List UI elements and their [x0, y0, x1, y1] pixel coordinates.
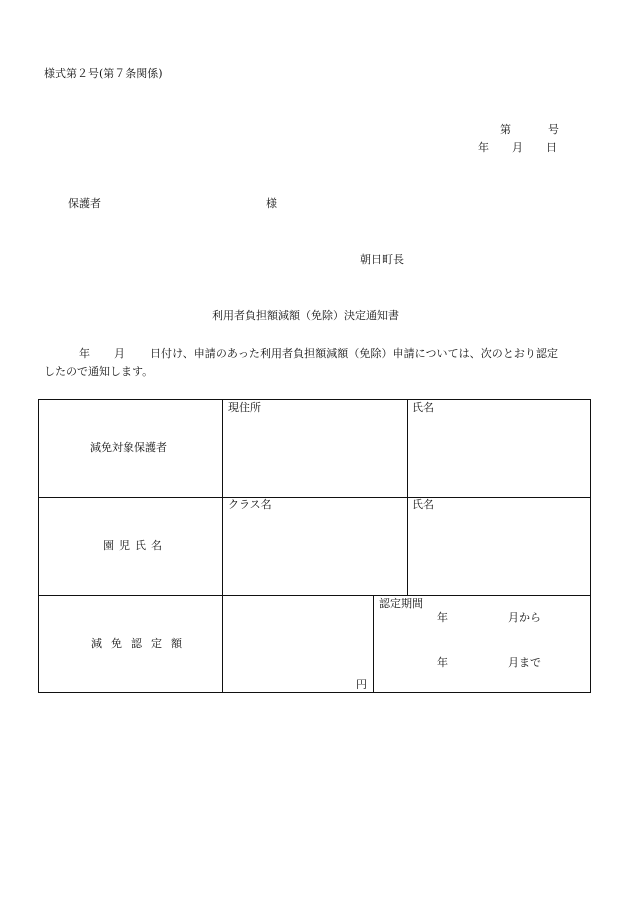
period-to-month: 月まで [508, 656, 541, 669]
recipient-honorific: 様 [266, 197, 277, 210]
issuer: 朝日町長 [360, 253, 404, 266]
row1-header: 減免対象保護者 [90, 441, 167, 454]
row3-header: 減免認定額 [91, 637, 191, 650]
class-label: クラス名 [228, 498, 272, 511]
body-line1: 日付け、申請のあった利用者負担額減額（免除）申請については、次のとおり認定 [150, 347, 559, 360]
date-year: 年 [478, 141, 489, 154]
document-title: 利用者負担額減額（免除）決定通知書 [212, 309, 399, 322]
period-from-month: 月から [508, 611, 541, 624]
period-to-year: 年 [437, 656, 448, 669]
form-label: 様式第２号(第７条関係) [44, 67, 163, 80]
date-month: 月 [512, 141, 523, 154]
recipient-label: 保護者 [68, 197, 101, 210]
yen-unit: 円 [356, 678, 367, 691]
guardian-name-label: 氏名 [412, 401, 434, 414]
period-label: 認定期間 [379, 597, 423, 610]
child-name-label: 氏名 [412, 498, 434, 511]
body-year: 年 [79, 347, 90, 360]
doc-number-dai: 第 [500, 123, 511, 136]
doc-number-go: 号 [548, 123, 559, 136]
period-from-year: 年 [437, 611, 448, 624]
row2-header: 園児氏名 [103, 539, 167, 552]
address-label: 現住所 [228, 401, 261, 414]
body-month: 月 [114, 347, 125, 360]
body-line2: したので通知します。 [44, 365, 154, 378]
date-day: 日 [546, 141, 557, 154]
